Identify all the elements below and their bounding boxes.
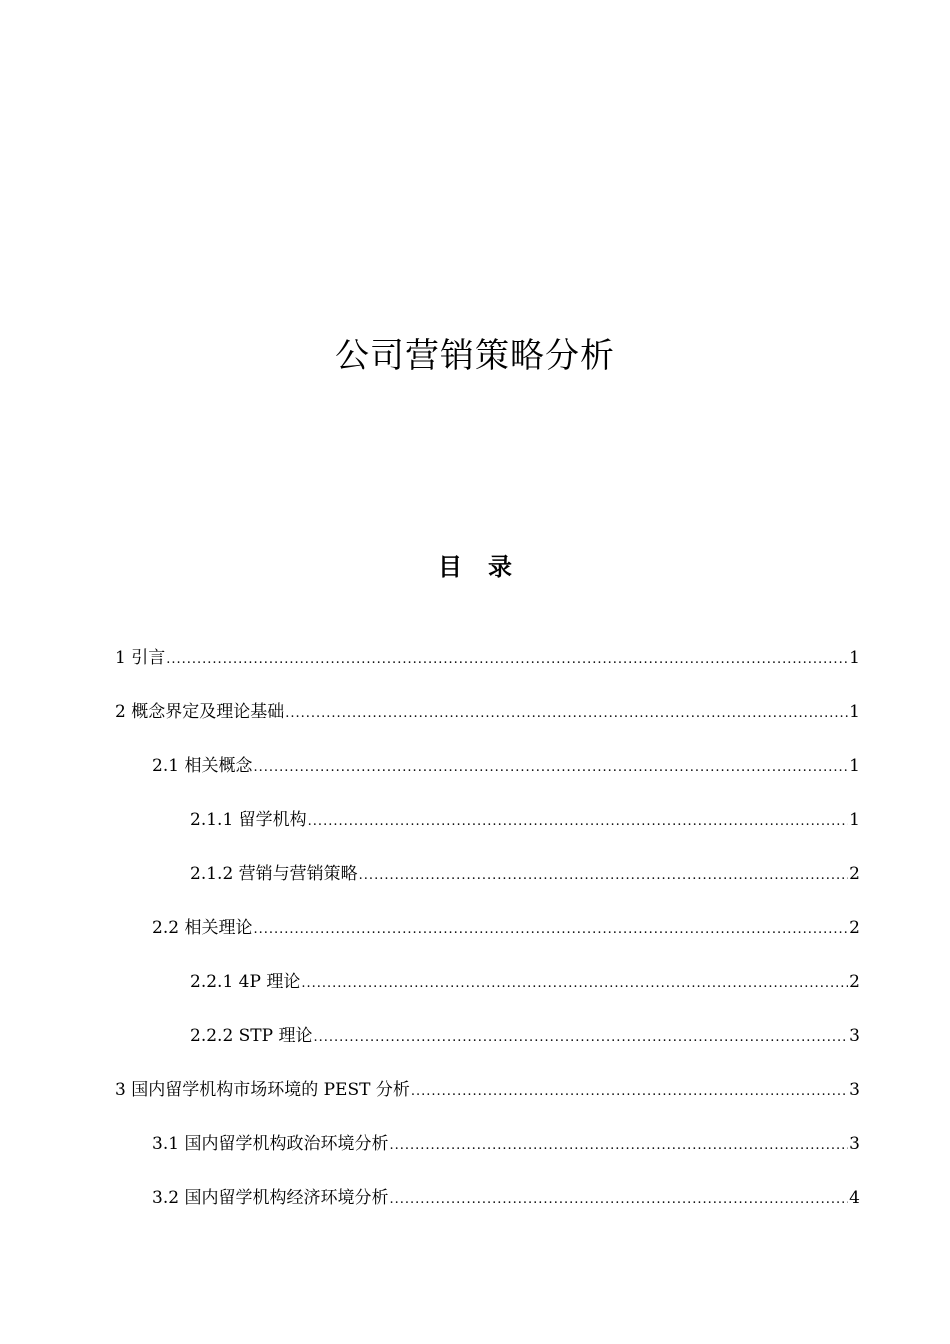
toc-entry-2-1-2[interactable] bbox=[115, 861, 860, 915]
toc-entry-3-2[interactable] bbox=[115, 1185, 860, 1239]
toc-entry-label: 2 概念界定及理论基础 bbox=[115, 702, 285, 722]
toc-entry-3[interactable] bbox=[115, 1077, 860, 1131]
toc-dot-leader bbox=[389, 1187, 848, 1213]
toc-entry-2[interactable] bbox=[115, 699, 860, 753]
toc-entry-label: 2.2.1 4P 理论 bbox=[190, 972, 301, 992]
toc-page-number: 3 bbox=[849, 1134, 860, 1154]
toc-entry-label: 2.2.2 STP 理论 bbox=[190, 1026, 313, 1046]
toc-entry-2-2-2[interactable] bbox=[115, 1023, 860, 1077]
toc-page-number: 2 bbox=[849, 918, 860, 938]
toc-page-number: 1 bbox=[849, 648, 860, 668]
toc-page-number: 3 bbox=[849, 1026, 860, 1046]
toc-entry-label: 3 国内留学机构市场环境的 PEST 分析 bbox=[115, 1080, 410, 1100]
toc-entry-label: 3.2 国内留学机构经济环境分析 bbox=[152, 1188, 389, 1208]
toc-dot-leader bbox=[314, 1025, 849, 1051]
toc-page-number: 1 bbox=[849, 810, 860, 830]
toc-page-number: 3 bbox=[849, 1080, 860, 1100]
toc-heading: 目录 bbox=[438, 553, 538, 581]
toc-entry-label: 1 引言 bbox=[115, 648, 166, 668]
toc-entry-label: 2.2 相关理论 bbox=[152, 918, 253, 938]
toc-dot-leader bbox=[308, 809, 849, 835]
toc-entry-label: 2.1.2 营销与营销策略 bbox=[190, 864, 358, 884]
toc-page-number: 1 bbox=[849, 702, 860, 722]
toc-entry-2-1[interactable] bbox=[115, 753, 860, 807]
table-of-contents bbox=[115, 645, 860, 1239]
toc-dot-leader bbox=[253, 917, 848, 943]
toc-page-number: 1 bbox=[849, 756, 860, 776]
toc-entry-label: 2.1.1 留学机构 bbox=[190, 810, 307, 830]
toc-page-number: 2 bbox=[849, 864, 860, 884]
toc-entry-3-1[interactable] bbox=[115, 1131, 860, 1185]
toc-page-number: 4 bbox=[849, 1188, 860, 1208]
toc-entry-2-2-1[interactable] bbox=[115, 969, 860, 1023]
document-title: 公司营销策略分析 bbox=[335, 336, 615, 376]
toc-entry-1[interactable] bbox=[115, 645, 860, 699]
toc-entry-label: 2.1 相关概念 bbox=[152, 756, 253, 776]
toc-dot-leader bbox=[411, 1079, 848, 1105]
toc-dot-leader bbox=[285, 701, 848, 727]
toc-entry-2-1-1[interactable] bbox=[115, 807, 860, 861]
toc-dot-leader bbox=[359, 863, 849, 889]
toc-page-number: 2 bbox=[849, 972, 860, 992]
toc-entry-label: 3.1 国内留学机构政治环境分析 bbox=[152, 1134, 389, 1154]
toc-dot-leader bbox=[166, 647, 848, 673]
toc-dot-leader bbox=[253, 755, 848, 781]
toc-dot-leader bbox=[389, 1133, 848, 1159]
toc-entry-2-2[interactable] bbox=[115, 915, 860, 969]
toc-dot-leader bbox=[301, 971, 848, 997]
